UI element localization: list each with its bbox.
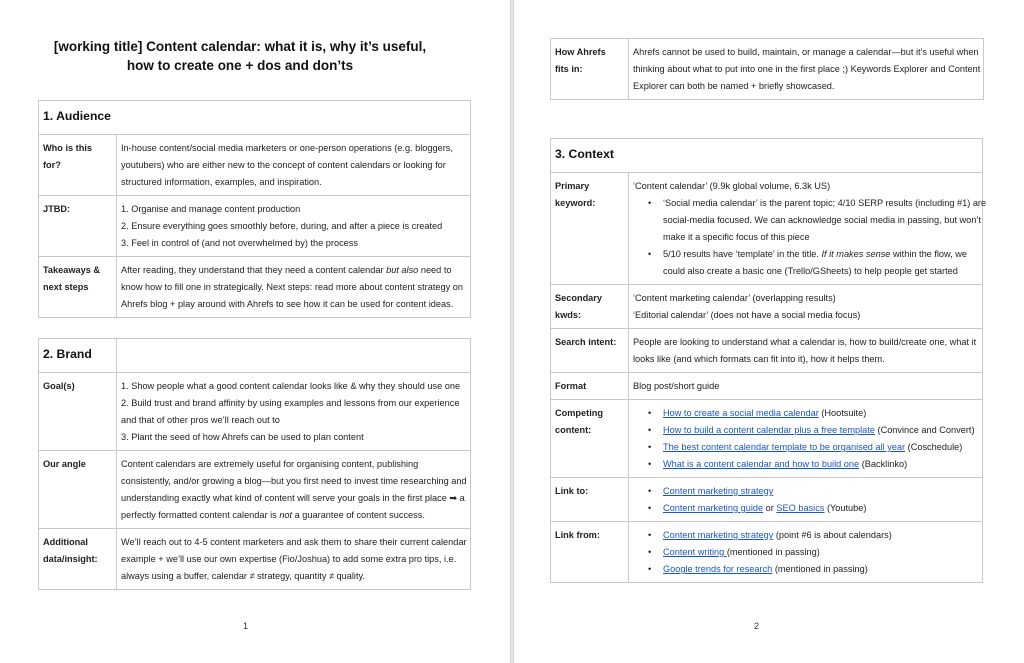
primary-bullets bbox=[633, 195, 987, 280]
primary-label-line: Primary bbox=[555, 181, 590, 191]
list-item bbox=[663, 561, 978, 578]
brand-heading: 2. Brand bbox=[39, 339, 117, 373]
context-heading: 3. Context bbox=[551, 139, 983, 173]
list-item bbox=[663, 422, 978, 439]
takeaways-line bbox=[121, 262, 466, 279]
angle-line: Content calendars are extremely useful for organising content, publishing bbox=[121, 459, 419, 469]
secondary-kwds-label bbox=[551, 285, 629, 329]
primary-emphasis: If it makes sense bbox=[821, 249, 891, 259]
jtbd-label: JTBD: bbox=[39, 196, 117, 257]
takeaways-text: need to bbox=[418, 265, 452, 275]
angle-text: a guarantee of content success. bbox=[292, 510, 425, 520]
competing-list bbox=[633, 405, 978, 473]
link-from-link[interactable]: Content writing bbox=[663, 547, 727, 557]
who-label: Who is this for? bbox=[39, 135, 117, 196]
intent-line: looks like (and which formats can fit into it), how it helps them. bbox=[633, 354, 885, 364]
angle-emphasis: not bbox=[279, 510, 293, 520]
primary-text: within the flow, we bbox=[890, 249, 968, 259]
document-page-1 bbox=[0, 0, 510, 663]
takeaways-value bbox=[117, 257, 471, 318]
format-label: Format bbox=[551, 373, 629, 400]
link-from-value bbox=[629, 522, 983, 583]
link-to-value bbox=[629, 478, 983, 522]
secondary-kwds-value bbox=[629, 285, 983, 329]
angle-label: Our angle bbox=[39, 451, 117, 529]
takeaways-line: know how to fill one in strategically. Next steps: read more about content strategy on bbox=[121, 282, 463, 292]
ahrefs-label-line: fits in: bbox=[555, 64, 583, 74]
who-line: youtubers) who are either new to the concept of content calendars or looking for bbox=[121, 160, 446, 170]
secondary-line: ‘Editorial calendar’ (does not have a social media focus) bbox=[633, 310, 861, 320]
search-intent-label: Search intent: bbox=[551, 329, 629, 373]
primary-label-line: keyword: bbox=[555, 198, 596, 208]
insight-line: We’ll reach out to 4-5 content marketers and ask them to share their current calendar bbox=[121, 537, 467, 547]
secondary-label-line: kwds: bbox=[555, 310, 582, 320]
format-value: Blog post/short guide bbox=[629, 373, 983, 400]
ahrefs-table bbox=[550, 38, 984, 100]
takeaways-label-line: Takeaways & bbox=[43, 265, 101, 275]
who-value bbox=[117, 135, 471, 196]
angle-text: perfectly formatted content calendar is bbox=[121, 510, 280, 520]
search-intent-value bbox=[629, 329, 983, 373]
goals-value bbox=[117, 373, 471, 451]
who-line: In-house content/social media marketers or one-person operations (e.g. bloggers, bbox=[121, 143, 453, 153]
link-from-link[interactable]: Google trends for research bbox=[663, 564, 773, 574]
insight-label-line: data/insight: bbox=[43, 554, 98, 564]
competing-content-label bbox=[551, 400, 629, 478]
list-item bbox=[663, 456, 978, 473]
primary-bullet-line: social-media focused. We can acknowledge social media in passing, but won’t bbox=[663, 215, 981, 225]
intent-line: People are looking to understand what a calendar is, how to build/create one, what it bbox=[633, 337, 977, 347]
link-from-note: (mentioned in passing) bbox=[772, 564, 868, 574]
insight-label bbox=[39, 529, 117, 590]
list-item bbox=[663, 527, 978, 544]
brand-table bbox=[38, 338, 471, 590]
jtbd-value bbox=[117, 196, 471, 257]
competing-link[interactable]: How to build a content calendar plus a free template bbox=[663, 425, 875, 435]
link-to-label: Link to: bbox=[551, 478, 629, 522]
angle-line: consistently, and/or growing a blog—but you first need to invest time researching and bbox=[121, 476, 467, 486]
competing-label-line: Competing bbox=[555, 408, 603, 418]
takeaways-line: Ahrefs blog + play around with Ahrefs to see how it can be used for content ideas. bbox=[121, 299, 454, 309]
goals-line: 1. Show people what a good content calendar looks like & why they should use one bbox=[121, 381, 461, 391]
angle-value bbox=[117, 451, 471, 529]
goals-line: 2. Build trust and brand affinity by using examples and lessons from our experience bbox=[121, 398, 460, 408]
who-line: structured information, examples, and inspiration. bbox=[121, 177, 322, 187]
competing-note: (Convince and Convert) bbox=[874, 425, 975, 435]
primary-text: 5/10 results have ‘template’ in the title. bbox=[663, 249, 822, 259]
list-item bbox=[663, 246, 978, 280]
link-to-link[interactable]: SEO basics bbox=[776, 503, 825, 513]
takeaways-label-line: next steps bbox=[43, 282, 89, 292]
link-to-link[interactable]: Content marketing strategy bbox=[663, 486, 774, 496]
link-to-link[interactable]: Content marketing guide bbox=[663, 503, 764, 513]
list-item bbox=[663, 483, 978, 500]
jtbd-line: 2. Ensure everything goes smoothly before, during, and after a piece is created bbox=[121, 221, 443, 231]
competing-label-line: content: bbox=[555, 425, 592, 435]
insight-line: example + we’ll use our own expertise (Fio/Joshua) to add some extra pro tips, i.e. bbox=[121, 554, 457, 564]
list-item bbox=[663, 195, 987, 246]
link-from-note: (point #6 is about calendars) bbox=[773, 530, 892, 540]
competing-note: (Backlinko) bbox=[859, 459, 908, 469]
primary-bullet-line: make it a specific focus of this piece bbox=[663, 232, 810, 242]
goals-line: and that of other pros we’ll reach out to bbox=[121, 415, 280, 425]
document-title bbox=[40, 37, 440, 75]
ahrefs-line: Explorer can both be named + briefly showcased. bbox=[633, 81, 835, 91]
audience-heading: 1. Audience bbox=[39, 101, 471, 135]
list-item bbox=[663, 500, 978, 517]
secondary-label-line: Secondary bbox=[555, 293, 602, 303]
list-item bbox=[663, 439, 978, 456]
title-line-1: [working title] Content calendar: what it is, why it’s useful, bbox=[53, 39, 427, 54]
link-from-list bbox=[633, 527, 978, 578]
takeaways-label bbox=[39, 257, 117, 318]
ahrefs-label bbox=[551, 39, 629, 100]
competing-content-value bbox=[629, 400, 983, 478]
ahrefs-label-line: How Ahrefs bbox=[555, 47, 606, 57]
primary-intro: ‘Content calendar’ (9.9k global volume, 6.3k US) bbox=[633, 181, 831, 191]
goals-label: Goal(s) bbox=[39, 373, 117, 451]
primary-bullet-line bbox=[663, 246, 978, 263]
link-to-list bbox=[633, 483, 978, 517]
context-table bbox=[550, 138, 987, 583]
link-from-label: Link from: bbox=[551, 522, 629, 583]
brand-heading-empty bbox=[117, 339, 471, 373]
list-item bbox=[663, 405, 978, 422]
ahrefs-value bbox=[629, 39, 984, 100]
page-number: 1 bbox=[243, 621, 249, 631]
competing-note: (Hootsuite) bbox=[818, 408, 867, 418]
competing-link[interactable]: How to create a social media calendar bbox=[663, 408, 819, 418]
ahrefs-line: Ahrefs cannot be used to build, maintain, or manage a calendar—but it’s useful when bbox=[633, 47, 979, 57]
secondary-line: ‘Content marketing calendar’ (overlapping results) bbox=[633, 293, 836, 303]
primary-keyword-label bbox=[551, 173, 629, 285]
insight-line: always using a buffer, calendar ≠ strategy, quantity ≠ quality. bbox=[121, 571, 365, 581]
list-item bbox=[663, 544, 978, 561]
takeaways-text: After reading, they understand that they need a content calendar bbox=[121, 265, 387, 275]
document-page-2 bbox=[514, 0, 1024, 663]
link-to-note: (Youtube) bbox=[824, 503, 867, 513]
takeaways-emphasis: but also bbox=[386, 265, 419, 275]
competing-note: (Coschedule) bbox=[905, 442, 963, 452]
jtbd-line: 1. Organise and manage content production bbox=[121, 204, 301, 214]
angle-line: understanding exactly what kind of content will serve your goals in the first place ➡ a bbox=[121, 493, 465, 503]
primary-bullet-line: could also create a basic one (Trello/GSheets) to help people get started bbox=[663, 266, 958, 276]
link-from-link[interactable]: Content marketing strategy bbox=[663, 530, 774, 540]
angle-line bbox=[121, 507, 466, 524]
insight-value bbox=[117, 529, 471, 590]
goals-line: 3. Plant the seed of how Ahrefs can be used to plan content bbox=[121, 432, 364, 442]
page-number: 2 bbox=[754, 621, 760, 631]
audience-table bbox=[38, 100, 471, 318]
primary-bullet-line: • ‘Social media calendar’ is the parent topic; 4/10 SERP results (including #1) are bbox=[663, 198, 987, 208]
insight-label-line: Additional bbox=[43, 537, 88, 547]
jtbd-line: 3. Feel in control of (and not overwhelmed by) the process bbox=[121, 238, 358, 248]
link-to-or: or bbox=[763, 503, 777, 513]
ahrefs-line: thinking about what to put into one in the first place ;) Keywords Explorer and Content bbox=[633, 64, 981, 74]
competing-link[interactable]: The best content calendar template to be organised all year bbox=[663, 442, 906, 452]
title-line-2: how to create one + dos and don’ts bbox=[126, 58, 354, 73]
primary-keyword-value bbox=[629, 173, 987, 285]
competing-link[interactable]: What is a content calendar and how to build one bbox=[663, 459, 860, 469]
link-from-note: (mentioned in passing) bbox=[726, 547, 820, 557]
